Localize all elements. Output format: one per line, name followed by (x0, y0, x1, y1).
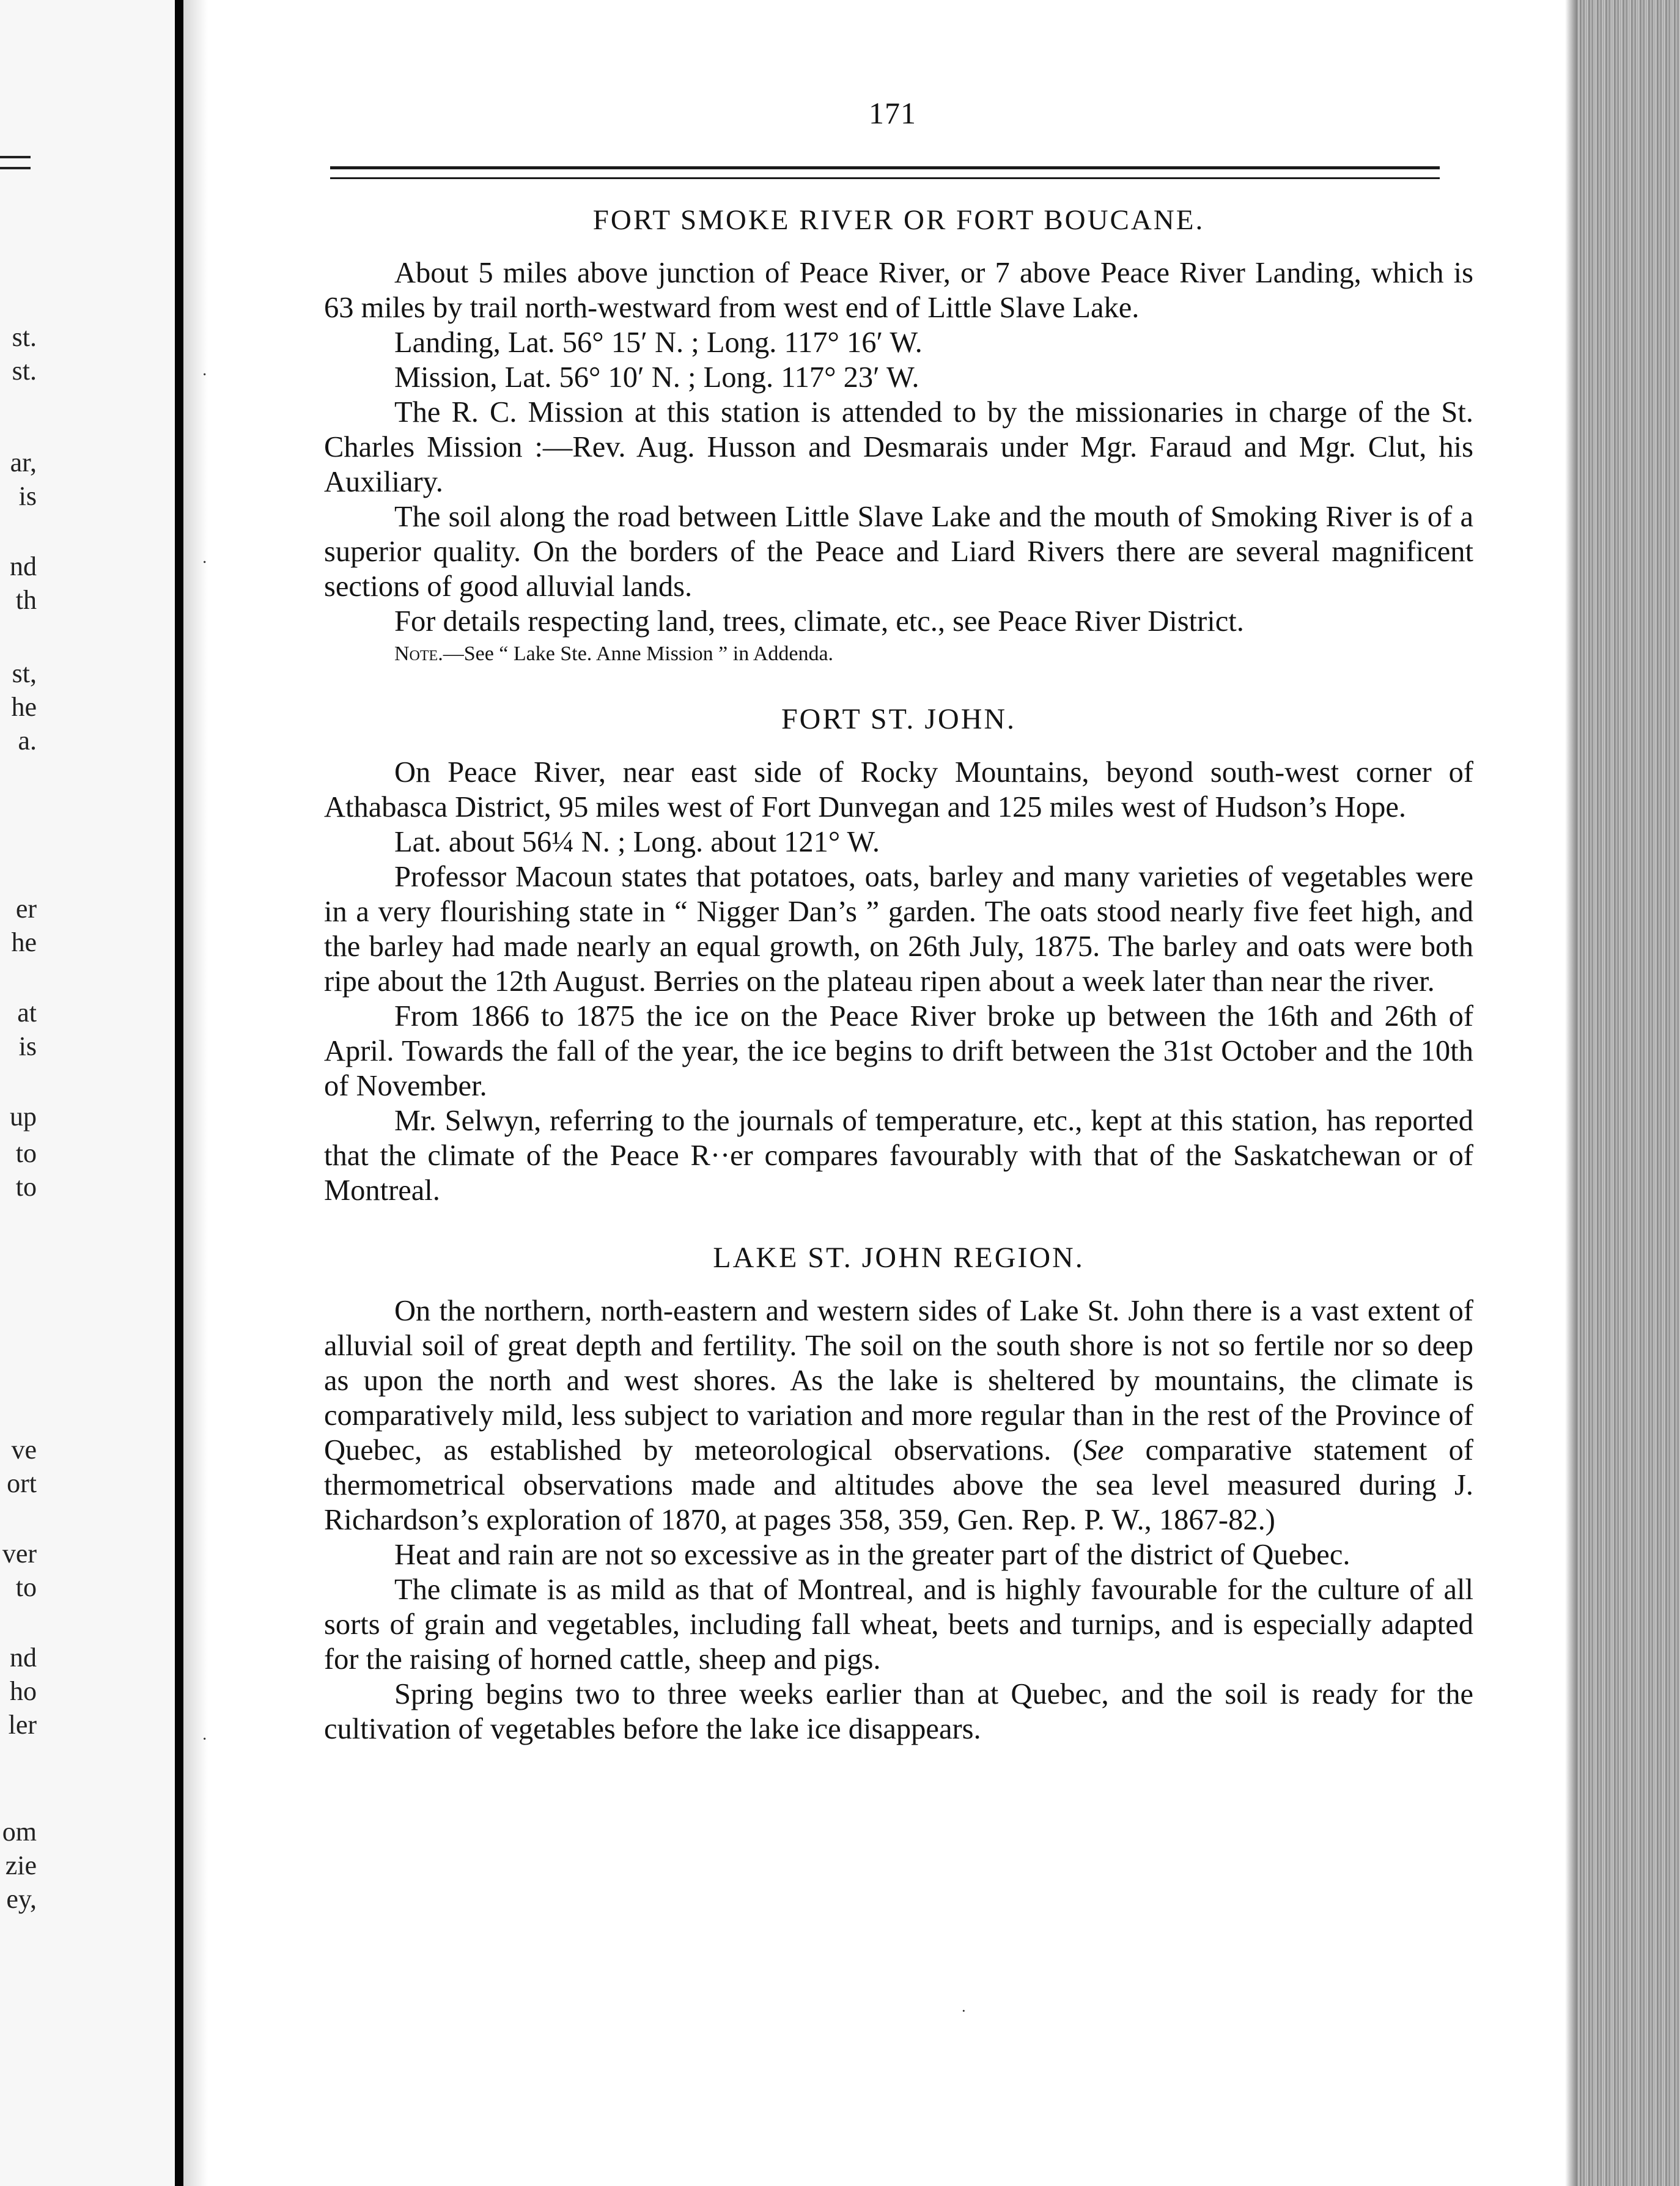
left-fragment: is (18, 1031, 37, 1061)
left-fragment: at (17, 998, 37, 1028)
see-open: ( (1051, 1434, 1083, 1467)
left-fragment: ve (11, 1435, 37, 1465)
left-fragment: ho (10, 1676, 37, 1706)
left-fragment: ver (2, 1539, 37, 1569)
note-label: Note. (394, 642, 443, 665)
header-rule (330, 166, 1440, 169)
margin-dot: · (202, 553, 208, 572)
left-fragment: a. (18, 726, 37, 756)
paragraph: On Peace River, near east side of Rocky Mountains, beyond south-west corner of Athabasca District, 95 miles west of Fort Dunvegan and 125 miles west of Hudson’s Hope. (324, 756, 1473, 823)
left-fragment: th (15, 585, 37, 615)
page-body (324, 202, 1473, 1746)
left-fragment: ey, (6, 1884, 37, 1914)
left-fragment: er (15, 894, 37, 924)
see-word: See (1082, 1434, 1124, 1467)
paragraph: Professor Macoun states that potatoes, oats, barley and many varieties of vegetables were in a very flourishing state in “ Nigger Dan’s ” garden. The oats stood nearly five feet high, and the barley had made nearly an equal growth, on 26th July, 1875. The barley and oats were both ripe about the 12th August. Berries on the plateau ripen about a week later than near the river. (324, 861, 1473, 998)
paragraph: The R. C. Mission at this station is attended to by the missionaries in charge of the St. Charles Mission :—Rev. Aug. Husson and Desmarais under Mgr. Faraud and Mgr. Clut, his Auxiliary. (324, 396, 1473, 498)
paragraph: From 1866 to 1875 the ice on the Peace River broke up between the 16th and 26th of April. Towards the fall of the year, the ice begins to drift between the 31st October and the 10th of November. (324, 1000, 1473, 1102)
header-rule-thin (330, 177, 1440, 179)
left-fragment: to (15, 1138, 37, 1168)
left-fragment: is (18, 481, 37, 511)
note-text: —See “ Lake Ste. Anne Mission ” in Addenda. (443, 642, 834, 665)
left-fragment: om (2, 1817, 37, 1847)
left-fragment: ort (7, 1468, 37, 1498)
bottom-dot: · (961, 2002, 967, 2020)
left-fragment: he (11, 692, 37, 722)
left-fragment: he (11, 927, 37, 957)
margin-dot: · (202, 366, 208, 385)
paragraph: Lat. about 56¼ N. ; Long. about 121° W. (394, 826, 880, 858)
paragraph: The soil along the road between Little Slave Lake and the mouth of Smoking River is of a superior quality. On the borders of the Peace and Liard Rivers there are several magnificent sections of good alluvial lands. (324, 501, 1473, 603)
left-fragment: zie (5, 1850, 37, 1880)
section-title-fort-st-john: FORT ST. JOHN. (781, 703, 1017, 735)
left-fragment: st. (12, 322, 37, 352)
facing-page-fragment (0, 0, 177, 2186)
left-fragment: nd (10, 1643, 37, 1673)
gutter-shadow (183, 0, 208, 2186)
paragraph: Heat and rain are not so excessive as in the greater part of the district of Quebec. (394, 1539, 1350, 1571)
left-fragment: ar, (10, 447, 37, 477)
see-reference: comparative statement of thermometrical observations made and altitudes above the sea level measured during J. Richardson’s exploration of 1870, at pages 358, 359, Gen. Rep. P. W., 1867-82.) (324, 1434, 1474, 1536)
left-fragment: nd (10, 551, 37, 581)
section-title-lake-st-john: LAKE ST. JOHN REGION. (713, 1242, 1085, 1274)
paragraph: Spring begins two to three weeks earlier than at Quebec, and the soil is ready for the cultivation of vegetables before the lake ice disappears. (324, 1678, 1473, 1745)
paragraph: About 5 miles above junction of Peace River, or 7 above Peace River Landing, which is 63 miles by trail north-westward from west end of Little Slave Lake. (324, 257, 1473, 324)
left-fragment: ler (8, 1710, 37, 1740)
left-fragment: st. (12, 356, 37, 386)
paragraph: For details respecting land, trees, climate, etc., see Peace River District. (394, 605, 1244, 638)
section-title-fort-smoke-river: FORT SMOKE RIVER OR FORT BOUCANE. (592, 204, 1205, 236)
page-stack-edge (1577, 0, 1680, 2186)
left-fragment: st, (12, 658, 37, 688)
book-gutter (175, 0, 183, 2186)
paragraph: Mr. Selwyn, referring to the journals of temperature, etc., kept at this station, has reported that the climate of the Peace R··er compares favourably with that of the Saskatchewan or of Montreal. (324, 1105, 1473, 1207)
page-number: 171 (869, 96, 916, 130)
left-page-rule (0, 156, 31, 169)
note (324, 639, 1473, 669)
margin-dot: · (202, 1730, 208, 1749)
left-fragment: to (15, 1172, 37, 1202)
paragraph: Mission, Lat. 56° 10′ N. ; Long. 117° 23′ W. (394, 361, 919, 394)
paragraph: Landing, Lat. 56° 15′ N. ; Long. 117° 16′ W. (394, 326, 923, 359)
paragraph: The climate is as mild as that of Montreal, and is highly favourable for the culture of all sorts of grain and vegetables, including fall wheat, beets and turnips, and is especially adapted for the raising of horned cattle, sheep and pigs. (324, 1573, 1473, 1676)
paragraph-text: On the northern, north-eastern and western sides of Lake St. John there is a vast extent of alluvial soil of great depth and fertility. The soil on the south shore is not so fertile nor so deep as upon the north and west shores. As the lake is sheltered by mountains, the climate is comparatively mild, less subject to variation and more regular than in the rest of the Province of Quebec, as established by meteorological observations. (324, 1295, 1473, 1467)
left-fragment: to (15, 1572, 37, 1602)
paragraph (324, 1294, 1473, 1537)
left-fragment: up (10, 1102, 37, 1132)
